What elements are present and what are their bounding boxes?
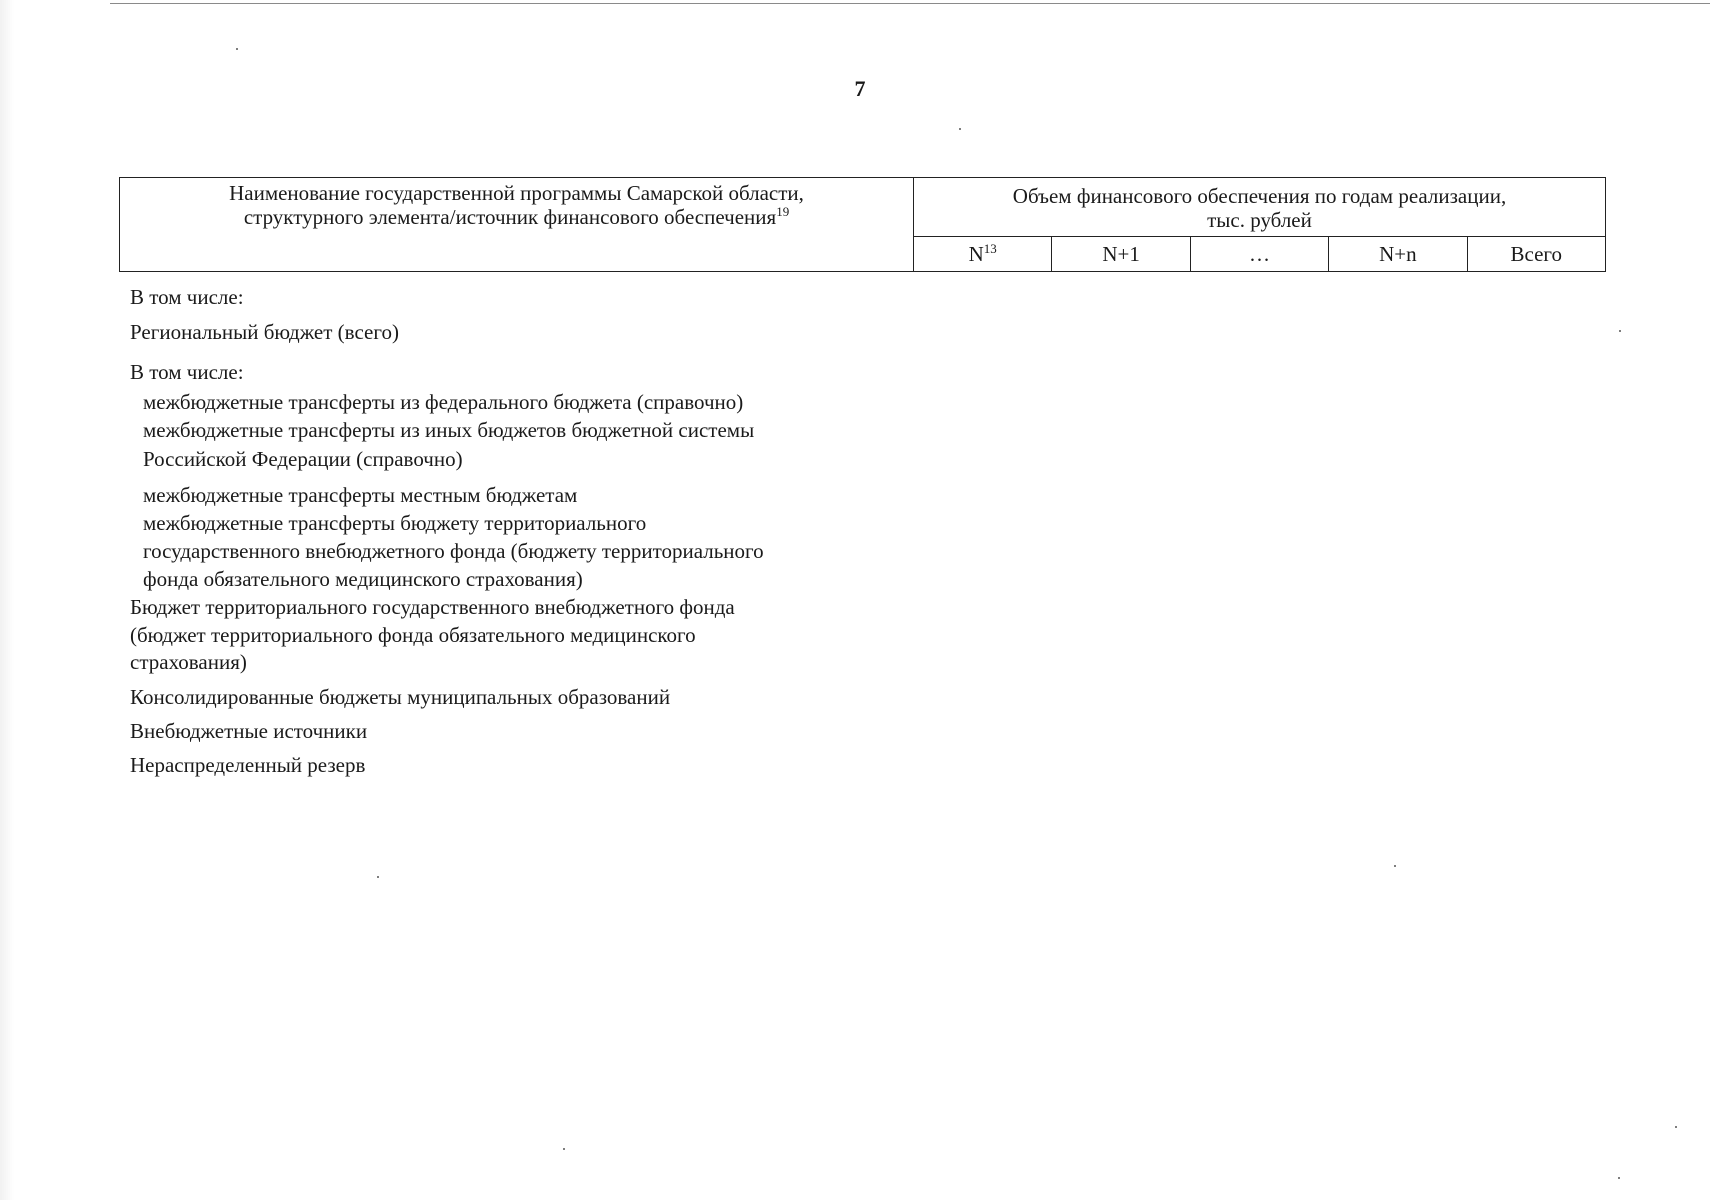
list-item: фонда обязательного медицинского страхования) (143, 567, 583, 591)
list-item: В том числе: (130, 360, 244, 384)
financing-volume-line2: тыс. рублей (1207, 208, 1312, 232)
scan-speck (563, 1148, 565, 1150)
list-item: межбюджетные трансферты из федерального бюджета (справочно) (143, 390, 744, 414)
scan-speck (1394, 865, 1396, 867)
list-item: страхования) (130, 650, 247, 674)
footnote-ref-13: 13 (983, 241, 997, 256)
page-number: 7 (854, 76, 866, 101)
column-year-n-plus-1: N+1 (1052, 237, 1190, 272)
list-item: государственного внебюджетного фонда (бюджету территориального (143, 539, 764, 563)
list-item: Российской Федерации (справочно) (143, 447, 463, 471)
program-name-header-line2: структурного элемента/источник финансового обеспечения (243, 205, 777, 229)
list-item: Бюджет территориального государственного внебюджетного фонда (130, 595, 735, 619)
list-item: В том числе: (130, 285, 244, 309)
list-item: Консолидированные бюджеты муниципальных образований (130, 685, 671, 709)
list-item: Внебюджетные источники (130, 719, 368, 743)
scan-speck (236, 48, 238, 50)
financing-volume-header (914, 178, 1606, 237)
scan-speck (1619, 330, 1621, 332)
scan-speck (959, 128, 961, 130)
program-name-header (120, 178, 914, 272)
column-year-n-plus-n: N+n (1329, 237, 1467, 272)
list-item: (бюджет территориального фонда обязательного медицинского (130, 623, 696, 647)
financing-volume-line1: Объем финансового обеспечения по годам реализации, (1012, 184, 1507, 208)
list-item: межбюджетные трансферты местным бюджетам (143, 483, 578, 507)
list-item: межбюджетные трансферты бюджету территориального (143, 511, 647, 535)
list-item: Региональный бюджет (всего) (130, 320, 399, 344)
column-ellipsis: … (1190, 237, 1328, 272)
column-year-n-label: N (968, 242, 984, 266)
column-total: Всего (1467, 237, 1605, 272)
program-name-header-line1: Наименование государственной программы Самарской области, (229, 181, 804, 205)
scan-speck (377, 876, 379, 878)
footnote-ref-19: 19 (776, 204, 790, 219)
scan-speck (1675, 1126, 1677, 1128)
financing-header-table (119, 177, 1606, 272)
list-item: Нераспределенный резерв (130, 753, 366, 777)
scan-left-edge (0, 0, 14, 1200)
scan-speck (1618, 1177, 1620, 1179)
column-year-n (914, 237, 1052, 272)
list-item: межбюджетные трансферты из иных бюджетов бюджетной системы (143, 418, 755, 442)
scan-top-rule (110, 3, 1710, 4)
